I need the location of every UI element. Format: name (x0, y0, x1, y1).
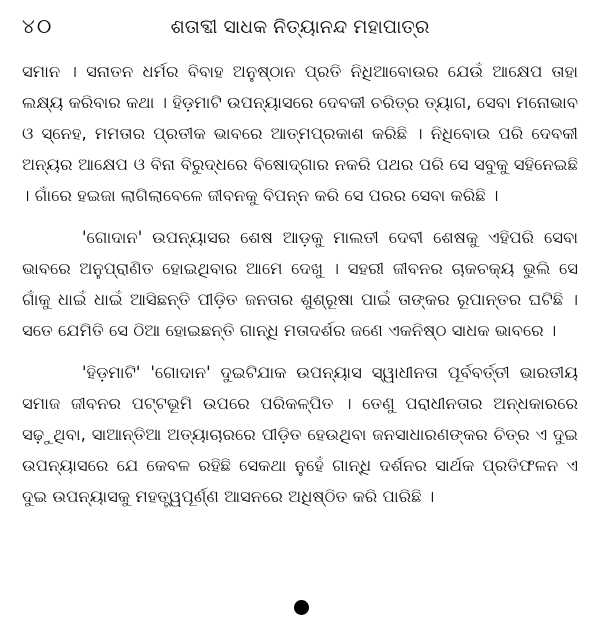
section-end-dot (294, 600, 309, 615)
paragraph-3: 'ହିଡ଼ମାଟି' 'ଗୋଦାନ' ଦୁଇଟିଯାକ ଉପନ୍ୟାସ ସ୍ୱାଧୀନତା ପୂର୍ବବର୍ତ୍ତୀ ଭାରତୀୟ ସମାଜ ଜୀବନର ପଟ୍ଟଭୂମି ଉପରେ ପରିକଳ୍ପିତ । ତେଣୁ ପରାଧୀନତାର ଅନ୍ଧକାରରେ ସଢ଼ୁଥିବା, ସାଆନ୍ତିଆ ଅତ୍ୟାଚାରରେ ପୀଡ଼ିତ ହେଉଥିବା ଜନସାଧାରଣଙ୍କର ଚିତ୍ର ଏ ଦୁଇ ଉପନ୍ୟାସରେ ଯେ କେବଳ ରହିଛି ସେକଥା ନୁହେଁ ଗାନ୍ଧି ଦର୍ଶନର ସାର୍ଥକ ପ୍ରତିଫଳନ ଏ ଦୁଇ ଉପନ୍ୟାସକୁ ମହତ୍ତ୍ୱପୂର୍ଣ୍ଣ ଆସନରେ ଅଧିଷ୍ଠିତ କରି ପାରିଛି । (22, 363, 578, 506)
running-title: ଶତାବ୍ଦୀ ସାଧକ ନିତ୍ୟାନନ୍ଦ ମହାପାତ୍ର (170, 16, 430, 38)
paragraph-1: ସମାନ । ସନାତନ ଧର୍ମର ବିବାହ ଅନୁଷ୍ଠାନ ପ୍ରତି ନିଧିଆବୋଉର ଯେଉଁ ଆକ୍ଷେପ ତାହା ଲକ୍ଷ୍ୟ କରିବାର କଥା । ହିଡ଼ମାଟି ଉପନ୍ୟାସରେ ଦେବକୀ ଚରିତ୍ର ତ୍ୟାଗ, ସେବା ମନୋଭାବ ଓ ସ୍ନେହ, ମମତାର ପ୍ରତୀକ ଭାବରେ ଆତ୍ମପ୍ରକାଶ କରିଛି । ନିଧିବୋଉ ପରି ଦେବକୀ ଅନ୍ୟର ଆକ୍ଷେପ ଓ ବିନା ବିରୁଦ୍ଧରେ ବିଷୋଦ୍‌ଗାର ନକରି ପଥର ପରି ସେ ସବୁକୁ ସହିନେଇଛି । ଗାଁରେ ହଇଜା ଲାଗିଲାବେଳେ ଜୀବନକୁ ବିପନ୍ନ କରି ସେ ପରର ସେବା କରିଛି । (22, 62, 578, 205)
page-header (22, 14, 578, 44)
paragraph-2: 'ଗୋଦାନ' ଉପନ୍ୟାସର ଶେଷ ଆଡ଼କୁ ମାଲତୀ ଦେବୀ ଶେଷକୁ ଏହିପରି ସେବା ଭାବରେ ଅନୁପ୍ରାଣିତ ହୋଇଥିବାର ଆମେ ଦେଖୁ । ସହରୀ ଜୀବନର ଚାକଚକ୍ୟ ଭୁଲି ସେ ଗାଁକୁ ଧାଇଁ ଧାଇଁ ଆସିଛନ୍ତି ପୀଡ଼ିତ ଜନତାର ଶୁଶ୍ରୂଷା ପାଇଁ ତାଙ୍କର ରୂପାନ୍ତର ଘଟିଛି । ସତେ ଯେମିତି ସେ ଠିଆ ହୋଇଛନ୍ତି ଗାନ୍ଧି ମତାଦର୍ଶର ଜଣେ ଏକନିଷ୍ଠ ସାଧକ ଭାବରେ । (22, 228, 578, 340)
page-number: ୪୦ (22, 14, 54, 38)
